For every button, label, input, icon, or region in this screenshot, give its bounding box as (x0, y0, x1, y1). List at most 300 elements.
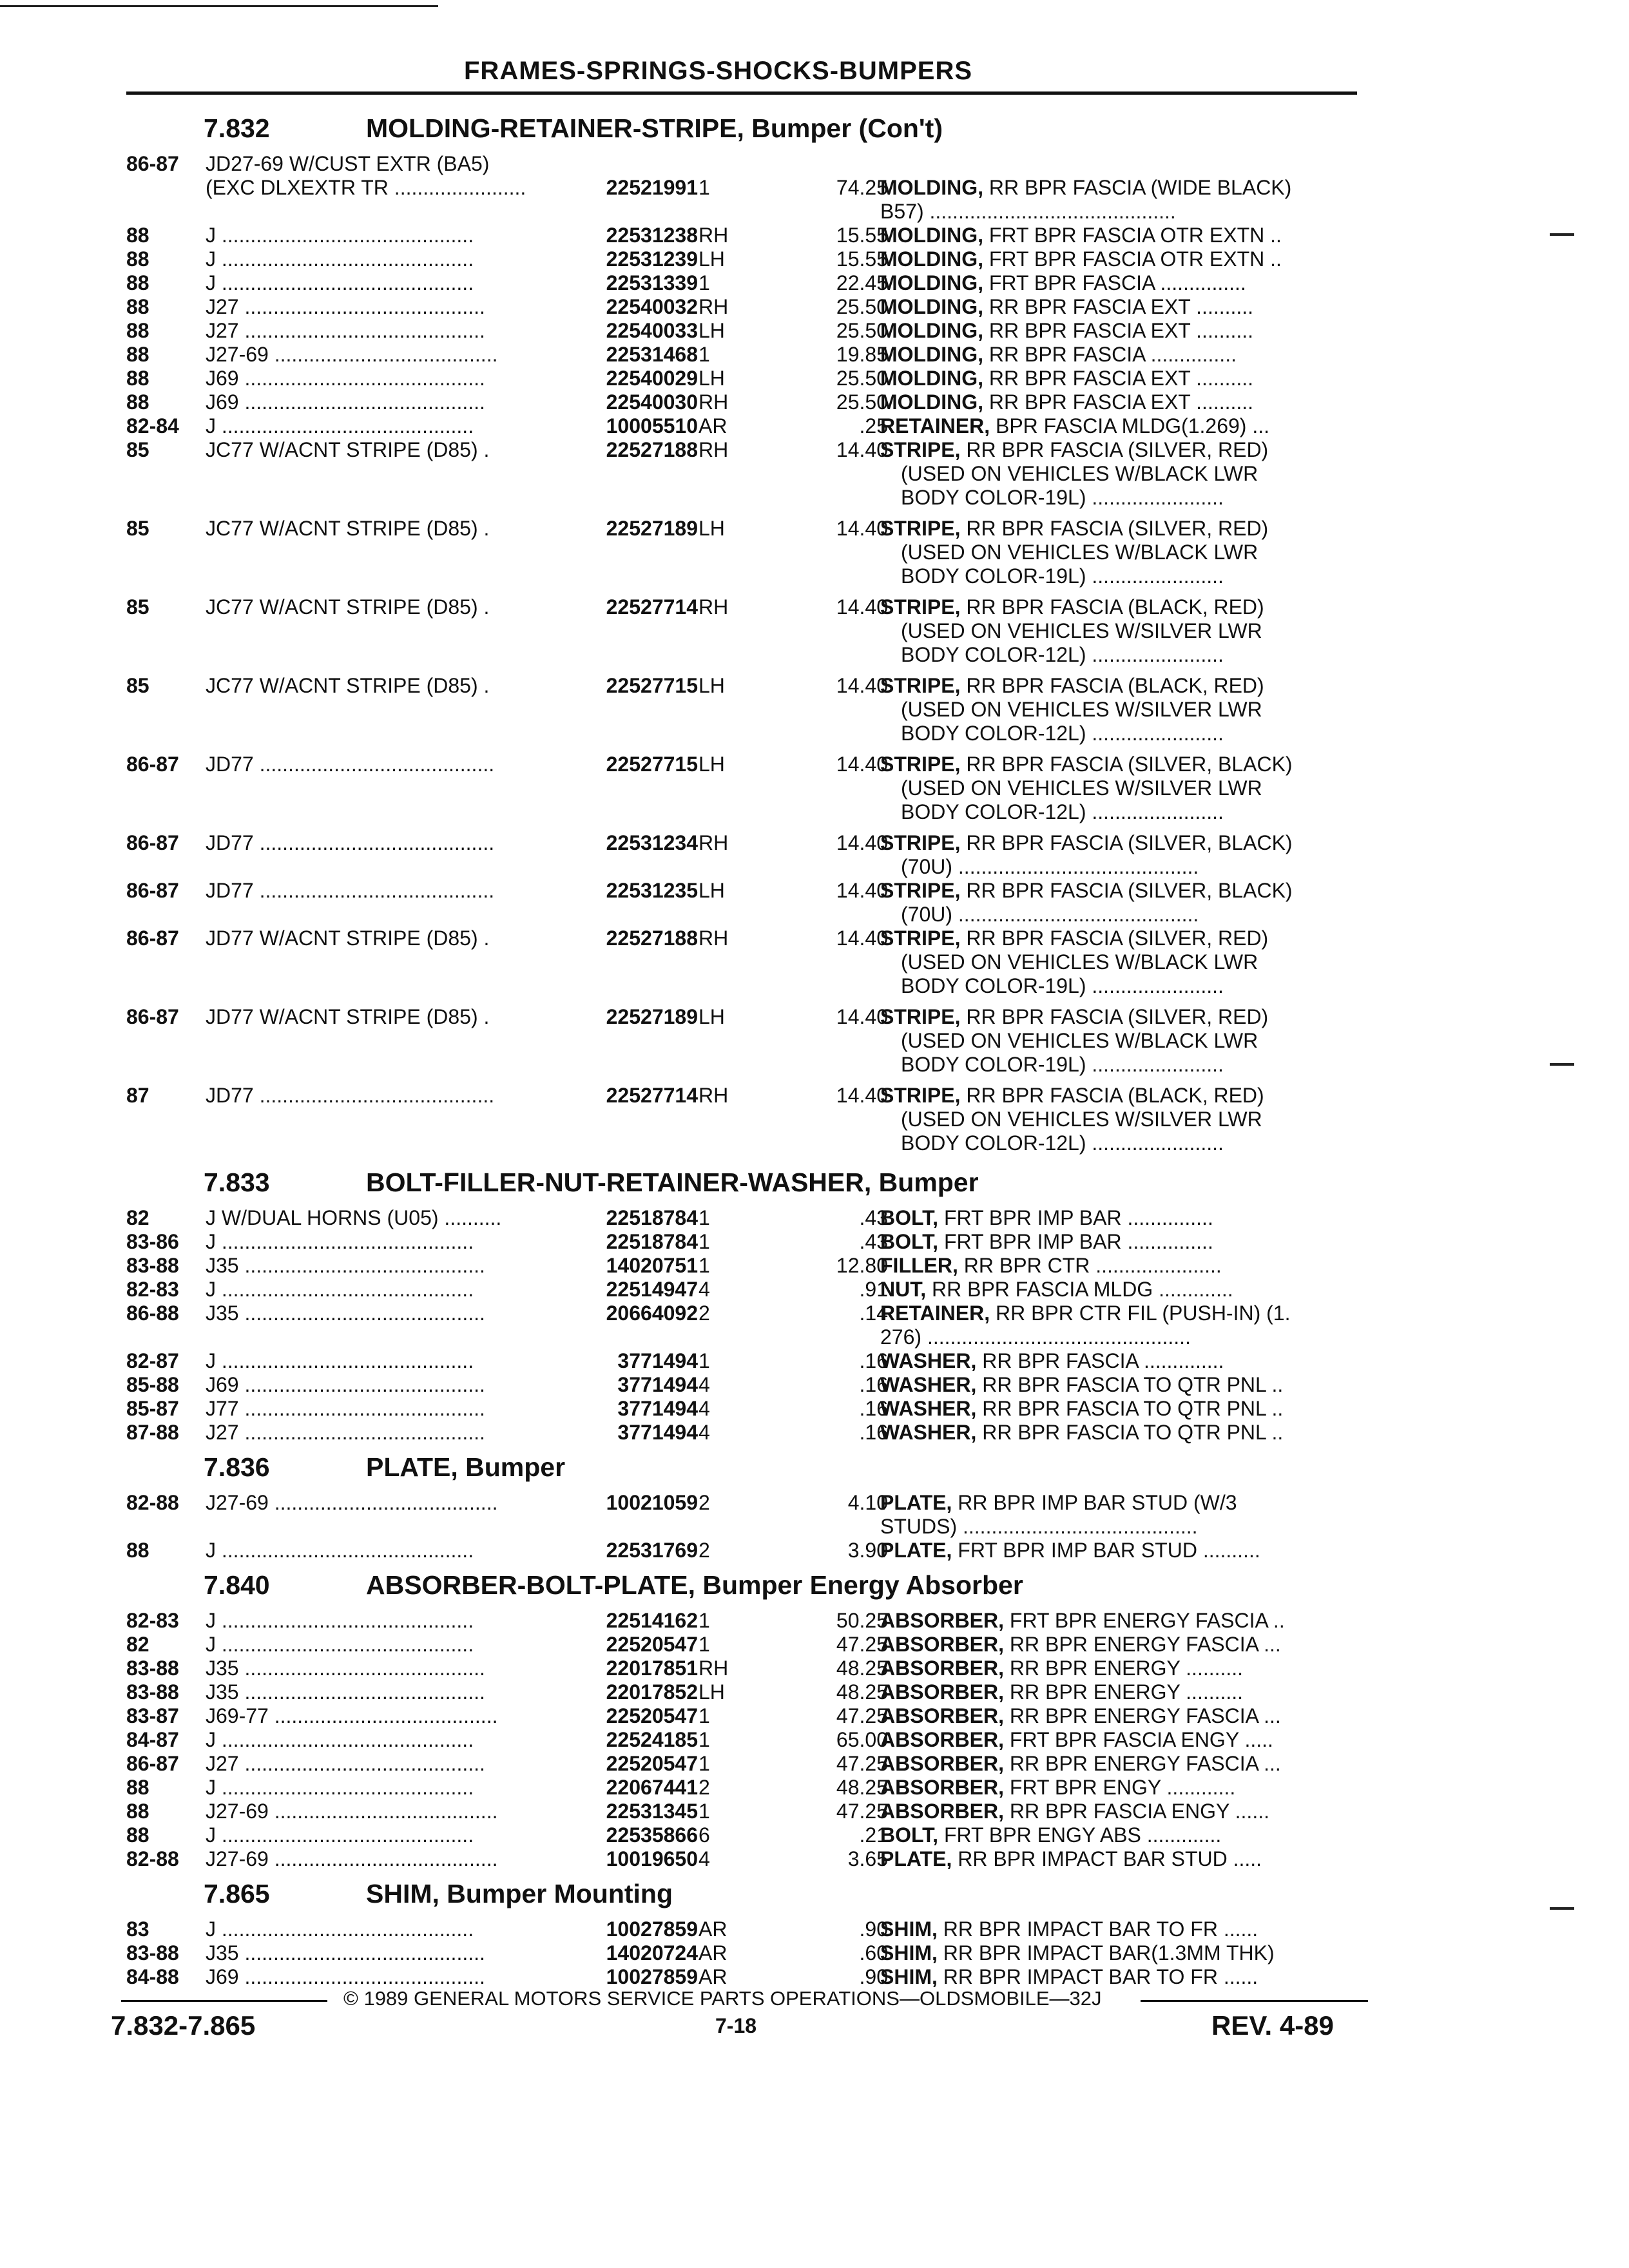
part-number: 22518784 (557, 1206, 698, 1230)
model-year: 88 (126, 343, 149, 366)
model-year: 83 (126, 1917, 149, 1941)
description: STRIPE, RR BPR FASCIA (SILVER, RED) (880, 517, 1269, 540)
price: 14.40 (836, 1084, 888, 1107)
parts-catalog-content (121, 108, 1368, 1989)
body-code: J ............................................ (206, 1776, 474, 1799)
description-continued: 276) .............................................. (880, 1325, 1191, 1349)
quantity: RH (699, 1084, 729, 1107)
part-number: 22527714 (557, 1084, 698, 1108)
parts-row (121, 831, 1368, 879)
model-year: 87 (126, 1084, 149, 1107)
quantity: RH (699, 1657, 729, 1680)
quantity: RH (699, 224, 729, 247)
parts-row (121, 595, 1368, 667)
description: MOLDING, RR BPR FASCIA ............... (880, 343, 1237, 366)
body-code: JD77 ......................................... (206, 831, 495, 854)
part-number: 22540032 (557, 295, 698, 319)
parts-row (121, 1657, 1368, 1680)
parts-row (121, 1941, 1368, 1965)
model-year: 88 (126, 1800, 149, 1823)
price: 48.25 (836, 1776, 888, 1799)
price: 25.50 (836, 390, 888, 414)
part-number: 22514947 (557, 1278, 698, 1302)
parts-row (121, 1539, 1368, 1562)
price: .43 (859, 1206, 888, 1229)
parts-row (121, 1965, 1368, 1989)
part-number: 22527188 (557, 927, 698, 950)
price: 14.40 (836, 927, 888, 950)
body-code: J ............................................ (206, 1609, 474, 1632)
description: PLATE, RR BPR IMPACT BAR STUD ..... (880, 1847, 1262, 1870)
part-number: 10021059 (557, 1491, 698, 1515)
description-continued: BODY COLOR-12L) ....................... (901, 1131, 1224, 1155)
part-number: 3771494 (557, 1421, 698, 1445)
quantity: LH (699, 674, 725, 697)
description-continued: (70U) .......................................... (901, 855, 1199, 878)
price: .90 (859, 1917, 888, 1941)
part-number: 22524185 (557, 1728, 698, 1752)
description: WASHER, RR BPR FASCIA TO QTR PNL .. (880, 1373, 1284, 1396)
quantity: LH (699, 319, 725, 342)
part-number: 22527189 (557, 517, 698, 541)
part-number: 22518784 (557, 1230, 698, 1254)
price: 12.80 (836, 1254, 888, 1277)
part-number: 10005510 (557, 414, 698, 438)
margin-mark (1550, 1907, 1574, 1910)
parts-row (121, 1800, 1368, 1823)
description: MOLDING, RR BPR FASCIA EXT .......... (880, 319, 1254, 342)
section-heading (121, 108, 1368, 152)
body-code: J35 .......................................... (206, 1657, 485, 1680)
footer-page-number: 7-18 (715, 2014, 757, 2037)
parts-row (121, 367, 1368, 390)
parts-row (121, 753, 1368, 824)
model-year: 83-88 (126, 1941, 179, 1965)
price: 14.40 (836, 753, 888, 776)
description: ABSORBER, RR BPR ENERGY .......... (880, 1657, 1244, 1680)
description-continued: (USED ON VEHICLES W/BLACK LWR (901, 950, 1258, 974)
part-number: 22531235 (557, 879, 698, 903)
quantity: 2 (699, 1491, 710, 1514)
model-year: 87-88 (126, 1421, 179, 1444)
price: 48.25 (836, 1657, 888, 1680)
part-number: 22521991 (557, 176, 698, 200)
parts-row (121, 1084, 1368, 1155)
price: 50.25 (836, 1609, 888, 1632)
quantity: LH (699, 517, 725, 540)
description-continued: BODY COLOR-12L) ....................... (901, 722, 1224, 745)
parts-row (121, 1752, 1368, 1776)
model-year: 82-83 (126, 1609, 179, 1632)
price: 25.50 (836, 295, 888, 318)
price: 48.25 (836, 1680, 888, 1704)
description: BOLT, FRT BPR IMP BAR ............... (880, 1230, 1213, 1253)
parts-row (121, 1005, 1368, 1077)
section-title: ABSORBER-BOLT-PLATE, Bumper Energy Absorber (366, 1570, 1023, 1600)
parts-row (121, 1397, 1368, 1421)
parts-row (121, 152, 1368, 176)
body-code: J W/DUAL HORNS (U05) .......... (206, 1206, 502, 1229)
body-code: J35 .......................................... (206, 1680, 485, 1704)
description-continued: (USED ON VEHICLES W/BLACK LWR (901, 541, 1258, 564)
model-year: 88 (126, 1539, 149, 1562)
section-number: 7.832 (204, 113, 270, 143)
model-year: 85-87 (126, 1397, 179, 1420)
price: 25.50 (836, 367, 888, 390)
quantity: 4 (699, 1847, 710, 1870)
parts-row (121, 343, 1368, 367)
description: NUT, RR BPR FASCIA MLDG ............. (880, 1278, 1233, 1301)
description: ABSORBER, RR BPR ENERGY FASCIA ... (880, 1704, 1281, 1727)
parts-row (121, 1609, 1368, 1633)
description: MOLDING, RR BPR FASCIA EXT .......... (880, 295, 1254, 318)
part-number: 22531238 (557, 224, 698, 247)
model-year: 88 (126, 224, 149, 247)
price: 47.25 (836, 1752, 888, 1775)
part-number: 22527714 (557, 595, 698, 619)
model-year: 86-87 (126, 152, 179, 175)
part-number: 3771494 (557, 1373, 698, 1397)
body-code: J27-69 ....................................... (206, 1847, 498, 1870)
part-number: 22540033 (557, 319, 698, 343)
section-title: SHIM, Bumper Mounting (366, 1879, 673, 1908)
quantity: RH (699, 927, 729, 950)
description-continued: BODY COLOR-19L) ....................... (901, 564, 1224, 588)
body-code: J27 .......................................... (206, 1752, 485, 1775)
part-number: 22531339 (557, 271, 698, 295)
model-year: 85 (126, 438, 149, 461)
description: SHIM, RR BPR IMPACT BAR TO FR ...... (880, 1917, 1258, 1941)
body-code: J ............................................ (206, 1633, 474, 1656)
body-code: J27 .......................................... (206, 319, 485, 342)
model-year: 83-88 (126, 1254, 179, 1277)
quantity: LH (699, 247, 725, 271)
price: .90 (859, 1965, 888, 1988)
body-code: J ............................................ (206, 1917, 474, 1941)
price: 65.00 (836, 1728, 888, 1751)
parts-row (121, 1206, 1368, 1230)
body-code: J27 .......................................... (206, 1421, 485, 1444)
quantity: RH (699, 831, 729, 854)
parts-row (121, 176, 1368, 224)
part-number: 22540030 (557, 390, 698, 414)
section-heading (121, 1447, 1368, 1491)
price: 14.40 (836, 517, 888, 540)
part-number: 22527189 (557, 1005, 698, 1029)
model-year: 83-87 (126, 1704, 179, 1727)
parts-row (121, 390, 1368, 414)
body-code: J35 .......................................... (206, 1302, 485, 1325)
parts-row (121, 224, 1368, 247)
price: .25 (859, 414, 888, 437)
model-year: 85 (126, 517, 149, 540)
body-code: J ............................................ (206, 1349, 474, 1372)
description: STRIPE, RR BPR FASCIA (SILVER, RED) (880, 1005, 1269, 1028)
parts-row (121, 1421, 1368, 1445)
body-code: JC77 W/ACNT STRIPE (D85) . (206, 595, 490, 619)
price: .16 (859, 1397, 888, 1420)
description: ABSORBER, FRT BPR FASCIA ENGY ..... (880, 1728, 1273, 1751)
part-number: 22531468 (557, 343, 698, 367)
part-number: 22520547 (557, 1633, 698, 1657)
quantity: LH (699, 1680, 725, 1704)
quantity: 2 (699, 1302, 710, 1325)
model-year: 82-83 (126, 1278, 179, 1301)
section-number: 7.836 (204, 1452, 270, 1482)
parts-row (121, 1680, 1368, 1704)
quantity: 1 (699, 1206, 710, 1229)
model-year: 85 (126, 595, 149, 619)
footer-copyright-line (121, 1987, 1368, 2013)
parts-row (121, 1349, 1368, 1373)
page-header-title: FRAMES-SPRINGS-SHOCKS-BUMPERS (464, 57, 973, 85)
description: ABSORBER, RR BPR ENERGY FASCIA ... (880, 1633, 1281, 1656)
footer-rule-left (121, 2000, 327, 2002)
price: 74.25 (836, 176, 888, 199)
quantity: 1 (699, 1230, 710, 1253)
part-number: 10019650 (557, 1847, 698, 1871)
description: ABSORBER, RR BPR ENERGY .......... (880, 1680, 1244, 1704)
part-number: 22531239 (557, 247, 698, 271)
part-number: 22527188 (557, 438, 698, 462)
model-year: 88 (126, 390, 149, 414)
quantity: 2 (699, 1776, 710, 1799)
price: 14.40 (836, 1005, 888, 1028)
body-code: J27-69 ....................................... (206, 343, 498, 366)
description: MOLDING, FRT BPR FASCIA OTR EXTN .. (880, 247, 1282, 271)
description: SHIM, RR BPR IMPACT BAR(1.3MM THK) (880, 1941, 1275, 1965)
quantity: 1 (699, 176, 710, 199)
price: .43 (859, 1230, 888, 1253)
section-heading (121, 1874, 1368, 1917)
section-heading (121, 1162, 1368, 1206)
description-continued: BODY COLOR-12L) ....................... (901, 800, 1224, 823)
model-year: 85 (126, 674, 149, 697)
price: 14.40 (836, 879, 888, 902)
model-year: 83-86 (126, 1230, 179, 1253)
body-code: JD77 ......................................... (206, 1084, 495, 1107)
description: ABSORBER, FRT BPR ENGY ............ (880, 1776, 1236, 1799)
description: MOLDING, RR BPR FASCIA (WIDE BLACK) (880, 176, 1292, 199)
price: 14.40 (836, 674, 888, 697)
parts-row (121, 1917, 1368, 1941)
model-year: 86-87 (126, 1005, 179, 1028)
parts-row (121, 1230, 1368, 1254)
quantity: AR (699, 414, 728, 437)
description: ABSORBER, RR BPR FASCIA ENGY ...... (880, 1800, 1269, 1823)
parts-row (121, 1704, 1368, 1728)
model-year: 86-87 (126, 831, 179, 854)
body-code: J69-77 ....................................... (206, 1704, 498, 1727)
quantity: RH (699, 390, 729, 414)
body-code: J69 .......................................... (206, 1965, 485, 1988)
price: 3.65 (847, 1847, 888, 1870)
price: 47.25 (836, 1800, 888, 1823)
description-continued: BODY COLOR-12L) ....................... (901, 643, 1224, 666)
body-code: JD77 ......................................... (206, 879, 495, 902)
body-code: JD27-69 W/CUST EXTR (BA5) (206, 152, 490, 175)
price: 3.90 (847, 1539, 888, 1562)
part-number: 22514162 (557, 1609, 698, 1633)
body-code: J69 .......................................... (206, 390, 485, 414)
body-code: JC77 W/ACNT STRIPE (D85) . (206, 438, 490, 461)
description: BOLT, FRT BPR IMP BAR ............... (880, 1206, 1213, 1229)
footer-rule-right (1141, 2000, 1368, 2002)
model-year: 88 (126, 295, 149, 318)
model-year: 86-87 (126, 927, 179, 950)
parts-row (121, 1373, 1368, 1397)
parts-row (121, 1302, 1368, 1349)
quantity: RH (699, 438, 729, 461)
parts-row (121, 1254, 1368, 1278)
section-title: MOLDING-RETAINER-STRIPE, Bumper (Con't) (366, 113, 943, 143)
body-code: J ............................................ (206, 1278, 474, 1301)
section-number: 7.865 (204, 1879, 270, 1908)
part-number: 22017851 (557, 1657, 698, 1680)
model-year: 88 (126, 247, 149, 271)
price: .91 (859, 1278, 888, 1301)
model-year: 82-84 (126, 414, 179, 437)
price: 15.55 (836, 247, 888, 271)
model-year: 84-87 (126, 1728, 179, 1751)
model-year: 88 (126, 367, 149, 390)
parts-row (121, 879, 1368, 927)
footer-revision: REV. 4-89 (1211, 2010, 1334, 2041)
parts-row (121, 1278, 1368, 1302)
parts-row (121, 674, 1368, 745)
quantity: AR (699, 1965, 728, 1988)
part-number: 22017852 (557, 1680, 698, 1704)
quantity: 1 (699, 1728, 710, 1751)
part-number: 22531769 (557, 1539, 698, 1562)
description: PLATE, FRT BPR IMP BAR STUD .......... (880, 1539, 1260, 1562)
body-code: J ............................................ (206, 247, 474, 271)
description: SHIM, RR BPR IMPACT BAR TO FR ...... (880, 1965, 1258, 1988)
price: 19.85 (836, 343, 888, 366)
model-year: 82 (126, 1633, 149, 1656)
quantity: AR (699, 1917, 728, 1941)
price: 47.25 (836, 1633, 888, 1656)
header-rule (126, 91, 1357, 95)
description-continued: (USED ON VEHICLES W/SILVER LWR (901, 698, 1262, 721)
footer-copyright: © 1989 GENERAL MOTORS SERVICE PARTS OPERATIONS—OLDSMOBILE—32J (343, 1987, 1102, 2010)
quantity: 1 (699, 1800, 710, 1823)
description: STRIPE, RR BPR FASCIA (BLACK, RED) (880, 595, 1264, 619)
footer-section-range: 7.832-7.865 (111, 2010, 256, 2041)
description-continued: BODY COLOR-19L) ....................... (901, 1053, 1224, 1076)
part-number: 22531345 (557, 1800, 698, 1823)
parts-row (121, 438, 1368, 510)
description-continued: BODY COLOR-19L) ....................... (901, 486, 1224, 509)
body-code: JC77 W/ACNT STRIPE (D85) . (206, 674, 490, 697)
parts-row (121, 247, 1368, 271)
quantity: 1 (699, 1609, 710, 1632)
body-code: J ............................................ (206, 271, 474, 294)
description-continued: (USED ON VEHICLES W/SILVER LWR (901, 619, 1262, 642)
model-year: 88 (126, 1776, 149, 1799)
part-number: 14020751 (557, 1254, 698, 1278)
part-number: 3771494 (557, 1397, 698, 1421)
quantity: RH (699, 595, 729, 619)
parts-row (121, 319, 1368, 343)
part-number: 22527715 (557, 753, 698, 776)
price: .60 (859, 1941, 888, 1965)
description: WASHER, RR BPR FASCIA TO QTR PNL .. (880, 1397, 1284, 1420)
description: MOLDING, RR BPR FASCIA EXT .......... (880, 390, 1254, 414)
section-heading (121, 1565, 1368, 1609)
description-continued: BODY COLOR-19L) ....................... (901, 974, 1224, 997)
body-code: J35 .......................................... (206, 1941, 485, 1965)
description: STRIPE, RR BPR FASCIA (SILVER, BLACK) (880, 831, 1293, 854)
part-number: 22531234 (557, 831, 698, 855)
quantity: 1 (699, 343, 710, 366)
model-year: 82-88 (126, 1491, 179, 1514)
part-number: 22527715 (557, 674, 698, 698)
margin-mark (1550, 233, 1574, 236)
model-year: 86-87 (126, 1752, 179, 1775)
price: .14 (859, 1302, 888, 1325)
description: STRIPE, RR BPR FASCIA (BLACK, RED) (880, 1084, 1264, 1107)
description-continued: STUDS) ......................................... (880, 1515, 1198, 1538)
description-continued: (USED ON VEHICLES W/BLACK LWR (901, 462, 1258, 485)
body-code: JD77 W/ACNT STRIPE (D85) . (206, 927, 490, 950)
part-number: 14020724 (557, 1941, 698, 1965)
description: RETAINER, RR BPR CTR FIL (PUSH-IN) (1. (880, 1302, 1291, 1325)
model-year: 86-87 (126, 879, 179, 902)
body-code: J ............................................ (206, 224, 474, 247)
quantity: 4 (699, 1278, 710, 1301)
description-continued: (USED ON VEHICLES W/SILVER LWR (901, 776, 1262, 800)
section-number: 7.833 (204, 1168, 270, 1197)
body-code: J ............................................ (206, 1823, 474, 1847)
price: .16 (859, 1349, 888, 1372)
description: RETAINER, BPR FASCIA MLDG(1.269) ... (880, 414, 1269, 437)
parts-row (121, 927, 1368, 998)
price: 22.45 (836, 271, 888, 294)
model-year: 88 (126, 319, 149, 342)
parts-row (121, 1823, 1368, 1847)
price: 14.40 (836, 595, 888, 619)
description: STRIPE, RR BPR FASCIA (SILVER, RED) (880, 927, 1269, 950)
model-year: 83-88 (126, 1657, 179, 1680)
quantity: 4 (699, 1397, 710, 1420)
part-number: 10027859 (557, 1917, 698, 1941)
parts-row (121, 271, 1368, 295)
model-year: 86-87 (126, 753, 179, 776)
quantity: 1 (699, 1704, 710, 1727)
part-number: 20664092 (557, 1302, 698, 1325)
price: .21 (859, 1823, 888, 1847)
part-number: 22535866 (557, 1823, 698, 1847)
description: STRIPE, RR BPR FASCIA (SILVER, BLACK) (880, 753, 1293, 776)
quantity: 1 (699, 1254, 710, 1277)
model-year: 84-88 (126, 1965, 179, 1988)
parts-row (121, 414, 1368, 438)
description: STRIPE, RR BPR FASCIA (SILVER, BLACK) (880, 879, 1293, 902)
quantity: 1 (699, 1349, 710, 1372)
body-code: J69 .......................................... (206, 367, 485, 390)
quantity: 1 (699, 1752, 710, 1775)
parts-row (121, 1633, 1368, 1657)
quantity: 2 (699, 1539, 710, 1562)
description: BOLT, FRT BPR ENGY ABS ............. (880, 1823, 1222, 1847)
part-number: 22067441 (557, 1776, 698, 1800)
price: 15.55 (836, 224, 888, 247)
description-continued: (70U) .......................................... (901, 903, 1199, 926)
quantity: 4 (699, 1373, 710, 1396)
model-year: 83-88 (126, 1680, 179, 1704)
section-title: PLATE, Bumper (366, 1452, 566, 1482)
